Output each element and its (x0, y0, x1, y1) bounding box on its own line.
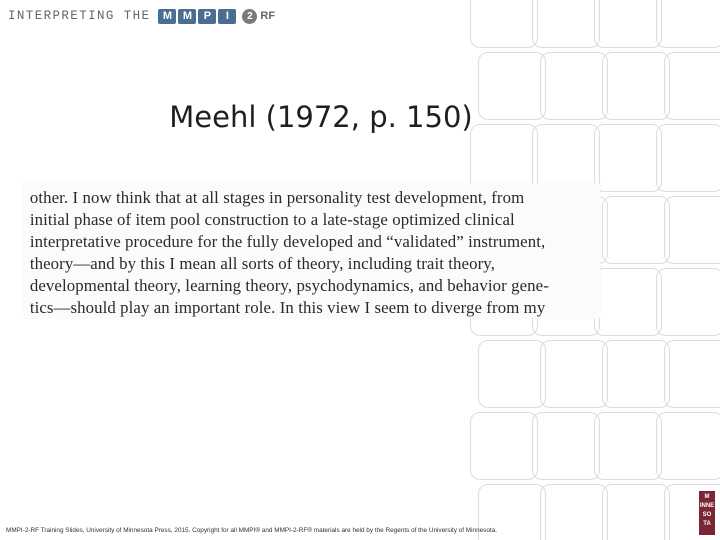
mmpi-letter-m1: M (158, 9, 176, 24)
grid-cell (664, 340, 720, 408)
grid-cell (532, 124, 600, 192)
grid-cell (664, 52, 720, 120)
grid-cell (470, 0, 538, 48)
excerpt-line: developmental theory, learning theory, psychodynamics, and behavior gene- (29, 276, 549, 295)
grid-cell (470, 124, 538, 192)
logo-line: M (704, 494, 710, 500)
excerpt-line: theory—and by this I mean all sorts of theory, including trait theory, (29, 254, 495, 273)
logo-line: TA (703, 521, 711, 527)
mmpi-letter-i: I (218, 9, 236, 24)
excerpt-line: interpretative procedure for the fully developed and “validated” instrument, (29, 232, 546, 251)
excerpt-line: tics—should play an important role. In this view I seem to diverge from my (29, 298, 546, 317)
scanned-excerpt (24, 184, 600, 318)
excerpt-line: initial phase of item pool construction to a late-stage optimized clinical (29, 210, 515, 229)
grid-cell (602, 340, 670, 408)
grid-cell (656, 412, 720, 480)
copyright-footer: MMPI-2-RF Training Slides, University of Minnesota Press, 2015. Copyright for all MMPI® and MMPI-2-RF® materials are held by the Regents of the University of Minnesota. (6, 527, 498, 534)
grid-cell (540, 484, 608, 540)
grid-cell (594, 124, 662, 192)
slide-header (8, 7, 275, 25)
grid-cell (594, 268, 662, 336)
rf-label: RF (260, 10, 276, 22)
grid-cell (656, 0, 720, 48)
grid-cell (656, 124, 720, 192)
grid-cell (594, 412, 662, 480)
version-circle: 2 (242, 9, 257, 24)
grid-cell (664, 196, 720, 264)
grid-cell (540, 340, 608, 408)
mmpi-letter-p: P (198, 9, 216, 24)
grid-cell (602, 484, 670, 540)
grid-cell (602, 196, 670, 264)
grid-cell (656, 268, 720, 336)
header-text: INTERPRETING THE (8, 9, 151, 23)
grid-cell (532, 412, 600, 480)
university-logo (699, 491, 715, 535)
logo-line: INNE (699, 503, 715, 509)
grid-cell (532, 0, 600, 48)
grid-cell (478, 340, 546, 408)
mmpi-letter-m2: M (178, 9, 196, 24)
grid-cell (594, 0, 662, 48)
logo-line: SO (702, 512, 712, 518)
slide-title: Meehl (1972, p. 150) (169, 100, 473, 134)
excerpt-line: other. I now think that at all stages in personality test development, from (29, 188, 525, 207)
grid-cell (470, 412, 538, 480)
